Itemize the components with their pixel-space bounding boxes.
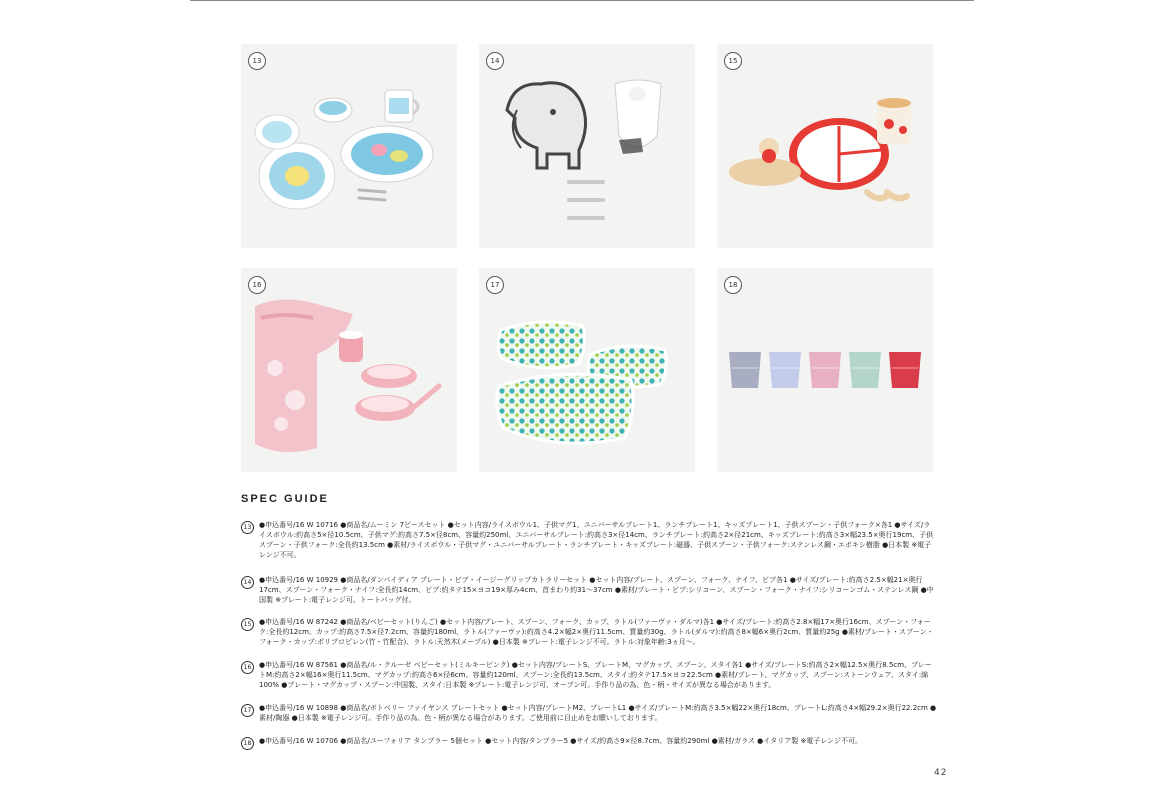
elephant-plate-bib-cutlery-image [479, 44, 695, 248]
product-number-badge: 15 [724, 52, 742, 70]
spec-number-badge: 14 [241, 576, 254, 589]
spec-text: ●申込番号/16 W 10716 ●商品名/ムーミン 7ピースセット ●セット内容/ライスボウル1、子供マグ1、ユニバーサルプレート1、ランチプレート1、キッズプレート1、子供スプーン・子供フォーク×各1 ●サイズ/ライスボウル:約高さ5×径10.5cm、子供マグ:約高さ7.5×径8cm、容量約250ml、ユニバーサルプレート:約高さ3×径14cm、ランチプレート:約高さ2×径21cm、キッズプレート:約高さ3×幅23.5×奥行19cm、子供スプーン・子供フォーク:全長約13.5cm ●素材/ライスボウル・子供マグ・ユニバーサルプレート・ランチプレート・キッズプレート:磁器、子供スプーン・子供フォーク:ステンレス鋼・エポキシ樹脂 ●日本製 ※電子レンジ不可。 [259, 521, 934, 559]
spec-number-badge: 16 [241, 661, 254, 674]
faience-plate-set-image [479, 268, 695, 472]
spec-number-badge: 13 [241, 521, 254, 534]
apple-baby-set-image [717, 44, 933, 248]
spec-text: ●申込番号/16 W 10706 ●商品名/ユーフォリア タンブラー 5個セット ●セット内容/タンブラー5 ●サイズ/約高さ9×径8.7cm、容量約290ml ●素材/ガラス ●イタリア製 ※電子レンジ不可。 [259, 737, 862, 745]
product-card-13[interactable] [241, 44, 457, 248]
spec-text: ●申込番号/16 W 87242 ●商品名/ベビーセット(りんご) ●セット内容/プレート、スプーン、フォーク、カップ、ラトル(ファーヴァ・ダルマ)各1 ●サイズ/プレート:約高さ2.8×幅17×奥行16cm、スプーン・フォーク:全長約12cm、カップ:約高さ7.5×径7.2cm、容量約180ml、ラトル(ファーヴァ):約高さ4.2×幅2×奥行11.5cm、質量約30g、ラトル(ダルマ):約高さ8×幅6×奥行2cm、質量約25g ●素材/プレート・スプーン・フォーク・カップ:ポリプロピレン(竹・竹配合)、ラトル:天然木(メープル) ●日本製 ※プレート:電子レンジ不可。ラトル:対象年齢:3ヵ月〜。 [259, 618, 934, 646]
moomin-7-piece-set-image [241, 44, 457, 248]
spec-number-badge: 15 [241, 618, 254, 631]
page-number: 42 [934, 768, 948, 778]
spec-text: ●申込番号/16 W 87561 ●商品名/ル・クルーゼ ベビーセット(ミルキーピンク) ●セット内容/プレートS、プレートM、マグカップ、スプーン、スタイ各1 ●サイズ/プレートS:約高さ2×幅12.5×奥行8.5cm、プレートM:約高さ2×幅16×奥行11.5cm、マグカップ:約高さ6×径6cm、容量約120ml、スプーン:全長約13.5cm、スタイ:約タテ17.5×ヨコ22.5cm ●素材/プレート、マグカップ、スプーン:ストーンウェア、スタイ:綿100% ●プレート・マグカップ・スプーン:中国製、スタイ:日本製 ※プレート:電子レンジ可、オーブン可。手作り品の為、色・柄・サイズが異なる場合があります。 [259, 661, 932, 689]
product-card-16[interactable] [241, 268, 457, 472]
spec-number-badge: 18 [241, 737, 254, 750]
spec-text: ●申込番号/16 W 10929 ●商品名/ダンパイディア プレート・ビブ・イージーグリップカトラリーセット ●セット内容/プレート、スプーン、フォーク、ナイフ、ビブ各1 ●サイズ/プレート:約高さ2.5×幅21×奥行17cm、スプーン・フォーク・ナイフ:全長約14cm、ビブ:約タテ15×ヨコ19×厚み4cm、首まわり約31〜37cm ●素材/プレート・ビブ:シリコーン、スプーン・フォーク・ナイフ:シリコーンゴム・ステンレス鋼 ●中国製 ※プレート:電子レンジ可。トートバッグ付。 [259, 576, 934, 604]
product-number-badge: 17 [486, 276, 504, 294]
product-card-14[interactable] [479, 44, 695, 248]
spec-text: ●申込番号/16 W 10898 ●商品名/ボトベリー ファイヤンス プレートセット ●セット内容/プレートM2、プレートL1 ●サイズ/プレートM:約高さ3.5×幅22×奥行18cm、プレートL:約高さ4×幅29.2×奥行22.2cm ●素材/陶器 ●日本製 ※電子レンジ可。手作り品の為、色・柄が異なる場合があります。ご使用前に目止めをお願いしております。 [259, 704, 937, 722]
top-divider [190, 0, 974, 1]
product-card-18[interactable] [717, 268, 933, 472]
spec-number-badge: 17 [241, 704, 254, 717]
euphoria-tumbler-5-set-image [717, 268, 933, 472]
product-number-badge: 13 [248, 52, 266, 70]
le-creuset-baby-set-image [241, 268, 457, 472]
product-card-17[interactable] [479, 268, 695, 472]
product-number-badge: 14 [486, 52, 504, 70]
product-card-15[interactable] [717, 44, 933, 248]
spec-guide-title: SPEC GUIDE [241, 493, 329, 505]
product-number-badge: 16 [248, 276, 266, 294]
product-number-badge: 18 [724, 276, 742, 294]
